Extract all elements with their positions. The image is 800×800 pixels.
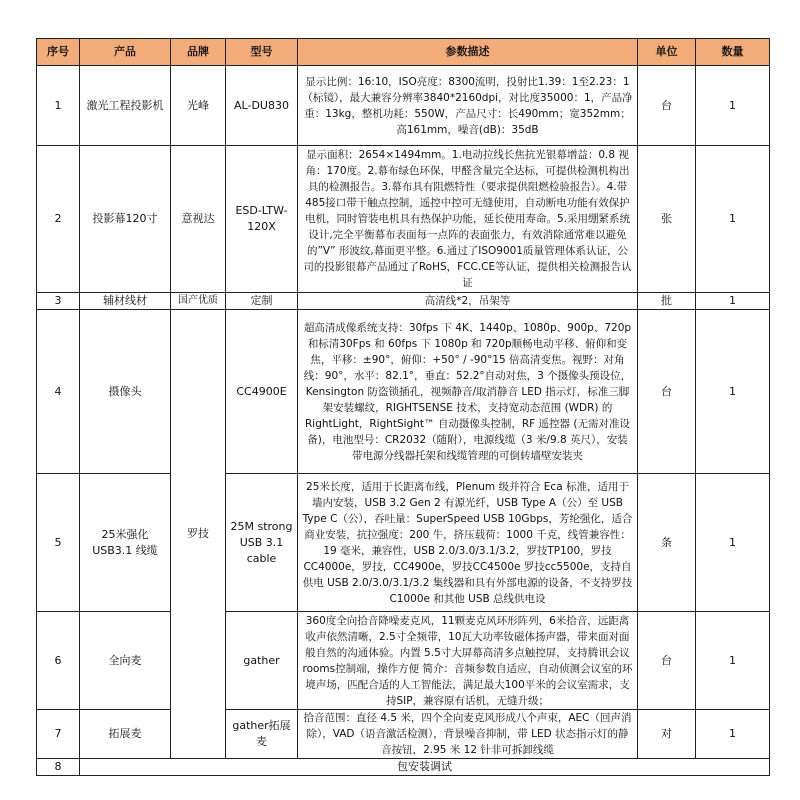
row-no: 8 (37, 759, 80, 776)
table-header-row (37, 39, 770, 66)
row-quantity: 1 (696, 474, 770, 612)
row-product: 全向麦 (80, 612, 171, 710)
row-description: 显示面积：2654×1494mm。1.电动拉线长焦抗光银幕增益：0.8 视角：170度。2.幕布绿色环保，甲醛含量完全达标，可提供检测机构出具的检测报告。3.幕布具有阻燃特性（要求提供阻燃检验报告）。4.带485接口带干触点控制，遥控中控可无缝使用，自动断电功能有效保护电机，同时管装电机具有热保护功能，延长使用寿命。5.采用绷紧系统设计,完全平衡幕布表面每一点阵的表面张力，有效消除通常难以避免的”V” 形波纹,幕面更平整。6.通过了ISO9001质量管理体系认证，公司的投影银幕产品通过了RoHS，FCC.CE等认证，提供相关检测报告认证 (298, 146, 638, 293)
header-model: 型号 (226, 39, 298, 66)
row-unit: 台 (638, 612, 696, 710)
row-unit: 台 (638, 66, 696, 146)
row-description-merged: 包安装调试 (80, 759, 770, 776)
row-unit: 张 (638, 146, 696, 293)
row-product: 摄像头 (80, 310, 171, 474)
row-unit: 台 (638, 310, 696, 474)
row-no: 4 (37, 310, 80, 474)
table-row (37, 474, 770, 612)
row-description: 拾音范围：直径 4.5 米，四个全向麦克风形成八个声束，AEC（回声消除），VAD（语音激活检测），背景噪音抑制，带 LED 状态指示灯的静音按钮，2.95 米 12 针非可拆卸线缆 (298, 710, 638, 759)
row-model: 定制 (226, 293, 298, 310)
row-no: 3 (37, 293, 80, 310)
row-no: 6 (37, 612, 80, 710)
header-brand: 品牌 (171, 39, 226, 66)
row-model: ESD-LTW-120X (226, 146, 298, 293)
row-unit: 批 (638, 293, 696, 310)
row-description: 显示比例：16:10，ISO亮度：8300流明，投射比1.39：1至2.23：1（标镜），最大兼容分辨率3840*2160dpi，对比度35000：1，产品净重：13kg，整机功耗：550W，产品尺寸：长490mm；宽352mm；高161mm，噪音(dB)：35dB (298, 66, 638, 146)
row-quantity: 1 (696, 710, 770, 759)
table-row (37, 612, 770, 710)
row-no: 2 (37, 146, 80, 293)
row-brand: 意视达 (171, 146, 226, 293)
row-no: 1 (37, 66, 80, 146)
row-model: AL-DU830 (226, 66, 298, 146)
row-brand: 光峰 (171, 66, 226, 146)
row-unit: 对 (638, 710, 696, 759)
equipment-quotation-table (36, 38, 770, 776)
table-row (37, 310, 770, 474)
row-no: 7 (37, 710, 80, 759)
row-product: 拓展麦 (80, 710, 171, 759)
row-description: 超高清成像系统支持：30fps 下 4K、1440p、1080p、900p、720p 和标清30Fps 和 60fps 下 1080p 和 720p顺畅电动平移、俯仰和变焦，平移：±90°，俯仰：+50° / -90°15 倍高清变焦。视野：对角线：90°，水平：82.1°，垂直：52.2°自动对焦，3 个摄像头预设位，Kensington 防盗锁插孔，视频静音/取消静音 LED 指示灯，标准三脚架安装螺纹，RIGHTSENSE 技术，支持宽动态范围 (WDR) 的 RightLight，RightSight™ 自动摄像头控制，RF 遥控器 (无需对准设备)，电池型号：CR2032（随附），电源线缆（3 米/9.8 英尺），安装带电源分线器托架和线缆管理的可倒转墙壁安装夹 (298, 310, 638, 474)
row-product: 25米强化USB3.1 线缆 (80, 474, 171, 612)
row-description: 高清线*2，吊架等 (298, 293, 638, 310)
row-model: 25M strong USB 3.1 cable (226, 474, 298, 612)
row-product: 辅材线材 (80, 293, 171, 310)
row-product: 激光工程投影机 (80, 66, 171, 146)
row-model: CC4900E (226, 310, 298, 474)
row-brand-merged: 罗技 (171, 310, 226, 759)
table-row (37, 293, 770, 310)
row-quantity: 1 (696, 612, 770, 710)
row-description: 25米长度，适用于长距离布线，Plenum 级并符合 Eca 标准，适用于墙内安装，USB 3.2 Gen 2 有源光纤，USB Type A（公）至 USB Type C（公），吞吐量：SuperSpeed USB 10Gbps，芳纶强化，适合商业安装，抗拉强度：200 牛，挤压载荷：1000 千克，线管兼容性：19 毫米，兼容性，USB 2.0/3.0/3.1/3.2，罗技TP100，罗技 CC4000e，罗技，CC4900e，罗技CC4500e 罗技cc5500e，支持自供电 USB 2.0/3.0/3.1/3.2 集线器和具有外部电源的设备，不支持罗技 C1000e 和其他 USB 总线供电设 (298, 474, 638, 612)
header-description: 参数描述 (298, 39, 638, 66)
table-row (37, 759, 770, 776)
row-unit: 条 (638, 474, 696, 612)
row-quantity: 1 (696, 293, 770, 310)
table-row (37, 66, 770, 146)
header-product: 产品 (80, 39, 171, 66)
row-quantity: 1 (696, 146, 770, 293)
row-model: gather拓展麦 (226, 710, 298, 759)
row-quantity: 1 (696, 310, 770, 474)
table-row (37, 146, 770, 293)
row-brand: 国产优质 (171, 293, 226, 310)
table-row (37, 710, 770, 759)
row-product: 投影幕120寸 (80, 146, 171, 293)
header-unit: 单位 (638, 39, 696, 66)
row-quantity: 1 (696, 66, 770, 146)
row-model: gather (226, 612, 298, 710)
header-quantity: 数量 (696, 39, 770, 66)
row-description: 360度全向拾音降噪麦克风，11颗麦克风环形阵列，6米拾音，远距离收声依然清晰，2.5寸全频带，10瓦大功率钕磁体扬声器，带来面对面般自然的沟通体验。内置 5.5寸大屏幕高清多点触控屏，支持腾讯会议rooms控制端，操作方便 简介：音频参数自适应，自动侦测会议室的环境声场，匹配合适的人工智能法，满足最大100平米的会议室需求，支持SIP，兼容原有话机，无缝升级； (298, 612, 638, 710)
row-no: 5 (37, 474, 80, 612)
header-no: 序号 (37, 39, 80, 66)
quotation-table-wrapper (36, 38, 770, 776)
